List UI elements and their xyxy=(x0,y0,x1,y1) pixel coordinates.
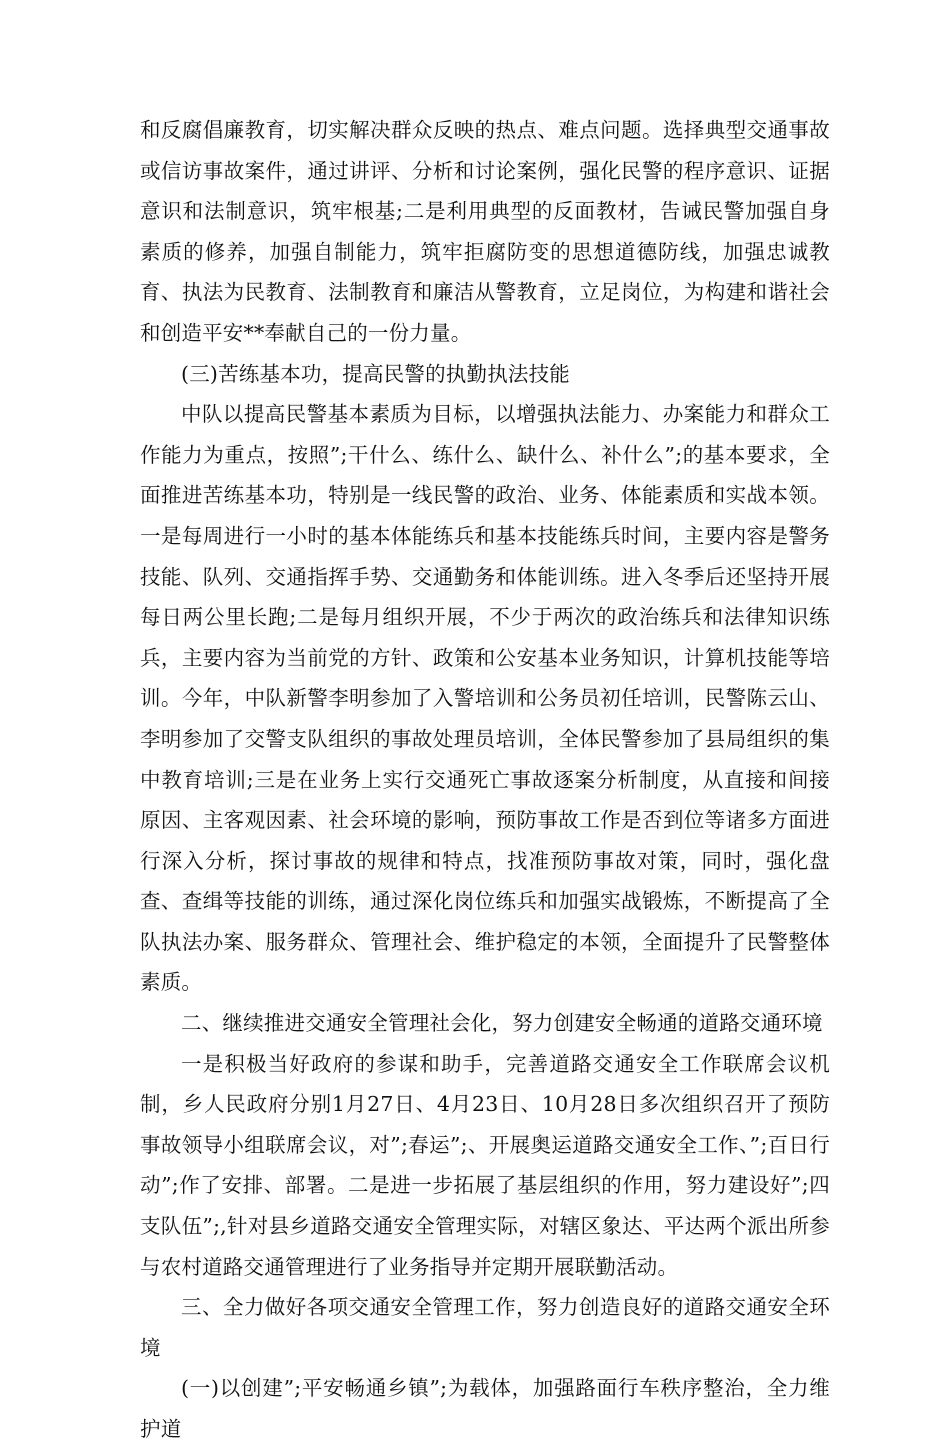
section-heading-2: 二、继续推进交通安全管理社会化，努力创建安全畅通的道路交通环境 xyxy=(181,1011,823,1036)
paragraph-safe-township: (一)以创建”;平安畅通乡镇”;为载体，加强路面行车秩序整治，全力维护道 xyxy=(140,1376,830,1441)
subheading-basic-skills: (三)苦练基本功，提高民警的执勤执法技能 xyxy=(181,361,570,386)
document-body xyxy=(140,110,830,1450)
section-heading-3: 三、全力做好各项交通安全管理工作，努力创造良好的道路交通安全环境 xyxy=(140,1295,830,1360)
paragraph-basic-skills-training: 中队以提高民警基本素质为目标，以增强执法能力、办案能力和群众工作能力为重点，按照”;干什么、练什么、缺什么、补什么”;的基本要求，全面推进苦练基本功，特别是一线民警的政治、业务、体能素质和实战本领。一是每周进行一小时的基本体能练兵和基本技能练兵时间，主要内容是警务技能、队列、交通指挥手势、交通勤务和体能训练。进入冬季后还坚持开展每日两公里长跑;二是每月组织开展，不少于两次的政治练兵和法律知识练兵，主要内容为当前党的方针、政策和公安基本业务知识，计算机技能等培训。今年，中队新警李明参加了入警培训和公务员初任培训，民警陈云山、李明参加了交警支队组织的事故处理员培训，全体民警参加了县局组织的集中教育培训;三是在业务上实行交通死亡事故逐案分析制度，从直接和间接原因、主客观因素、社会环境的影响，预防事故工作是否到位等诸多方面进行深入分析，探讨事故的规律和特点，找准预防事故对策，同时，强化盘查、查缉等技能的训练，通过深化岗位练兵和加强实战锻炼，不断提高了全队执法办案、服务群众、管理社会、维护稳定的本领，全面提升了民警整体素质。 xyxy=(140,402,830,995)
paragraph-anti-corruption-education: 和反腐倡廉教育，切实解决群众反映的热点、难点问题。选择典型交通事故或信访事故案件，通过讲评、分析和讨论案例，强化民警的程序意识、证据意识和法制意识，筑牢根基;二是利用典型的反面教材，告诫民警加强自身素质的修养，加强自制能力，筑牢拒腐防变的思想道德防线，加强忠诚教育、执法为民教育、法制教育和廉洁从警教育，立足岗位，为构建和谐社会和创造平安**奉献自己的一份力量。 xyxy=(140,118,830,345)
paragraph-government-coordination: 一是积极当好政府的参谋和助手，完善道路交通安全工作联席会议机制，乡人民政府分别1月27日、4月23日、10月28日多次组织召开了预防事故领导小组联席会议，对”;春运”;、开展奥运道路交通安全工作、”;百日行动”;作了安排、部署。二是进一步拓展了基层组织的作用，努力建设好”;四支队伍”;,针对县乡道路交通安全管理实际，对辖区象达、平达两个派出所参与农村道路交通管理进行了业务指导并定期开展联勤活动。 xyxy=(140,1051,830,1279)
